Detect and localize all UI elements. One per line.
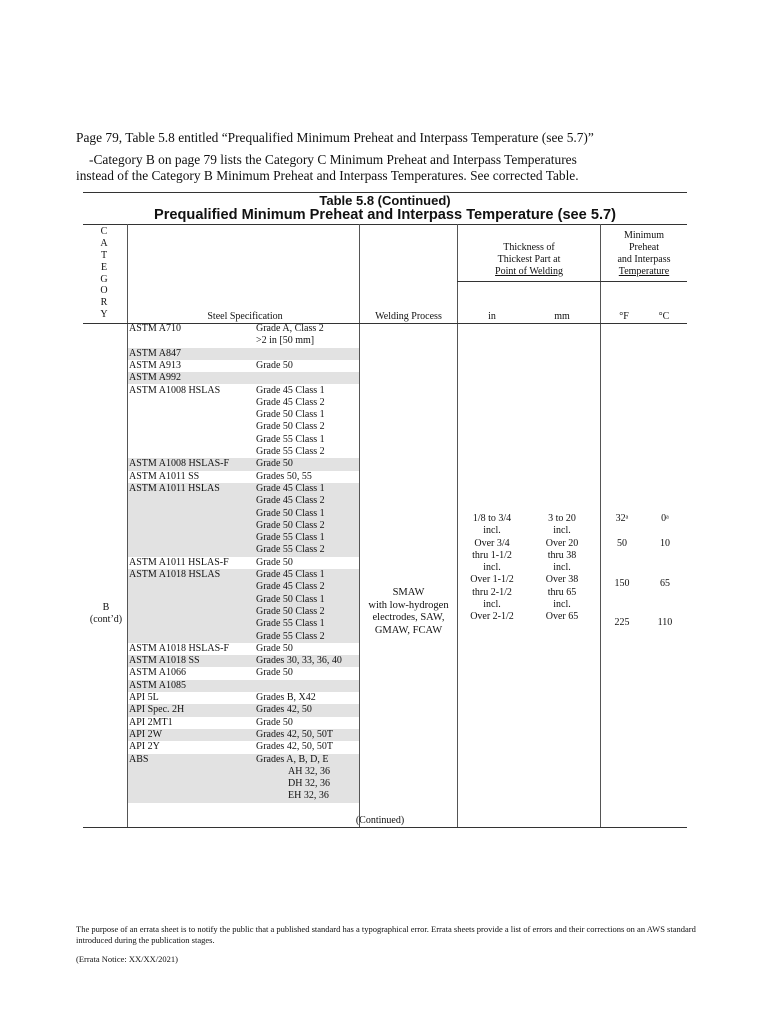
grade-cell: Grades 30, 33, 36, 40 xyxy=(256,655,342,667)
grade-cell: AH 32, 36 xyxy=(288,765,330,777)
grade-cell: Grades 50, 55 xyxy=(256,470,312,482)
grade-cell: EH 32, 36 xyxy=(288,790,329,802)
thickness-in-cell: incl. xyxy=(483,525,501,537)
header-text: Thickest Part at xyxy=(497,254,561,265)
temp-f-cell: 225 xyxy=(614,617,630,628)
steel-spec-cell: ASTM A1011 HSLAS-F xyxy=(129,556,229,568)
grade-cell: Grade 50 xyxy=(256,716,293,728)
steel-spec-cell: API 2W xyxy=(129,728,163,740)
header-subrule xyxy=(457,281,687,282)
temp-c-cell: 110 xyxy=(657,617,673,628)
welding-text: electrodes, SAW, xyxy=(372,612,445,624)
grade-cell: Grade 50 xyxy=(256,667,293,679)
grade-cell: Grade 55 Class 2 xyxy=(256,544,325,556)
steel-spec-cell: ASTM A1011 SS xyxy=(129,470,200,482)
thickness-mm-cell: incl. xyxy=(553,525,571,537)
steel-spec-cell: API 2Y xyxy=(129,741,160,753)
thickness-mm-cell: incl. xyxy=(553,599,571,611)
table-title-rule xyxy=(83,224,687,225)
thickness-mm-cell: thru 65 xyxy=(547,586,577,598)
grade-cell: Grade 55 Class 1 xyxy=(256,532,325,544)
intro-paragraph xyxy=(76,152,696,184)
grade-cell: Grade 45 Class 2 xyxy=(256,495,325,507)
thickness-mm-cell: incl. xyxy=(553,562,571,574)
thickness-mm-cell: 3 to 20 xyxy=(548,513,576,524)
header-text: Temperature xyxy=(618,266,670,277)
steel-spec-cell: ASTM A847 xyxy=(129,347,181,359)
grade-cell: Grade 45 Class 2 xyxy=(256,581,325,593)
category-letter: C xyxy=(100,226,108,237)
header-text: Point of Welding xyxy=(495,266,563,277)
header-text: Minimum xyxy=(623,230,664,241)
grade-cell: Grade 50 xyxy=(256,359,293,371)
footer-note: The purpose of an errata sheet is to notify the public that a published standard has a typographical error. Errata sheets provide a list of errors and their corrections on an AWS standard introduced during the publication stages. xyxy=(76,924,696,945)
intro-line-1 xyxy=(76,130,696,146)
temp-f-cell: 50 xyxy=(617,538,627,549)
thickness-in-cell: incl. xyxy=(483,562,501,574)
steel-spec-cell: ABS xyxy=(129,753,149,765)
grade-cell: Grade 50 xyxy=(256,458,293,470)
thickness-mm-cell: Over 20 xyxy=(545,537,579,549)
header-degF: °F xyxy=(619,311,629,322)
category-letter: O xyxy=(100,285,108,297)
category-header xyxy=(92,226,116,321)
temp-c-cell: 0ᵃ xyxy=(661,513,669,524)
thickness-in-cell: incl. xyxy=(483,599,501,611)
grade-cell: DH 32, 36 xyxy=(288,778,330,790)
welding-text: SMAW xyxy=(392,587,425,598)
intro-text: instead of the Category B Minimum Preheat and Interpass Temperatures. See corrected Table. xyxy=(76,168,579,183)
header-text: and Interpass xyxy=(617,254,671,265)
thickness-mm-column xyxy=(532,513,592,624)
header-text: Preheat xyxy=(629,242,659,253)
col-divider xyxy=(127,224,128,827)
category-letter: R xyxy=(100,297,108,309)
thickness-in-cell: thru 2-1/2 xyxy=(472,586,512,598)
grade-cell: Grade 50 Class 2 xyxy=(256,605,325,617)
errata-notice: (Errata Notice: XX/XX/2021) xyxy=(76,954,178,964)
grade-cell: Grade 50 xyxy=(256,642,293,654)
thickness-in-cell: Over 3/4 xyxy=(474,537,510,549)
steel-spec-cell: ASTM A1011 HSLAS xyxy=(129,482,220,494)
steel-spec-cell: ASTM A1018 SS xyxy=(129,655,200,667)
thickness-mm-cell: Over 65 xyxy=(545,611,579,623)
intro-text: -Category B on page 79 lists the Category C Minimum Preheat and Interpass Temperatures xyxy=(89,152,577,167)
header-text: Thickness of xyxy=(503,242,555,253)
grade-cell: Grade 55 Class 2 xyxy=(256,630,325,642)
intro-text: Page 79, Table 5.8 entitled “Prequalified Minimum Preheat and Interpass Temperature (see 5.7)” xyxy=(76,130,594,145)
grade-cell: Grade 50 xyxy=(256,556,293,568)
steel-spec-cell: ASTM A710 xyxy=(129,323,181,334)
col-divider xyxy=(600,224,601,827)
table-bottom-rule xyxy=(83,827,687,828)
grade-cell: Grade 55 Class 1 xyxy=(256,618,325,630)
temp-c-cell: 65 xyxy=(660,578,670,589)
category-letter: A xyxy=(100,237,108,249)
grade-cell: Grade 45 Class 1 xyxy=(256,569,325,580)
grade-cell: Grades 42, 50, 50T xyxy=(256,741,333,753)
category-letter: B xyxy=(102,602,110,613)
thickness-in-cell: thru 1-1/2 xyxy=(472,549,512,561)
header-mm: mm xyxy=(554,311,570,322)
steel-spec-cell: ASTM A1008 HSLAS xyxy=(129,384,221,396)
grade-cell: Grade 45 Class 1 xyxy=(256,384,325,396)
grade-cell: Grade 55 Class 1 xyxy=(256,433,325,445)
grade-cell: Grade 45 Class 2 xyxy=(256,396,325,408)
col-divider xyxy=(457,224,458,827)
grade-cell: Grade 50 Class 2 xyxy=(256,421,325,433)
category-letter: T xyxy=(100,249,108,261)
welding-text: with low-hydrogen xyxy=(368,599,449,611)
steel-spec-cell: ASTM A1018 HSLAS xyxy=(129,569,221,580)
thickness-in-cell: Over 1-1/2 xyxy=(470,574,514,586)
thickness-mm-cell: Over 38 xyxy=(545,574,579,586)
header-welding-process: Welding Process xyxy=(375,311,442,322)
grade-cell: Grade 55 Class 2 xyxy=(256,446,325,457)
steel-spec-cell: ASTM A1066 xyxy=(129,667,186,679)
grade-cell: Grade 50 Class 2 xyxy=(256,519,325,531)
steel-spec-cell: ASTM A1018 HSLAS-F xyxy=(129,642,230,654)
thickness-in-cell: 1/8 to 3/4 xyxy=(472,513,512,524)
grade-cell: Grade 45 Class 1 xyxy=(256,482,325,494)
header-in: in xyxy=(488,311,496,322)
thickness-mm-cell: thru 38 xyxy=(547,549,577,561)
grade-cell: Grade 50 Class 1 xyxy=(256,593,325,605)
category-letter: E xyxy=(100,261,108,273)
grade-cell: Grades B, X42 xyxy=(256,692,316,703)
header-min-temp xyxy=(602,230,686,278)
steel-spec-cell: ASTM A1085 xyxy=(129,679,186,691)
header-steel-spec: Steel Specification xyxy=(207,311,283,322)
grade-cell: Grades 42, 50 xyxy=(256,704,312,716)
grade-cell: >2 in [50 mm] xyxy=(256,335,315,347)
steel-spec-cell: ASTM A913 xyxy=(129,359,181,371)
table-title: Table 5.8 (Continued) xyxy=(319,193,451,208)
header-thickness xyxy=(460,242,598,278)
steel-spec-cell: API 5L xyxy=(129,692,159,703)
grade-cell: Grades A, B, D, E xyxy=(256,753,329,765)
grade-cell: Grade 50 Class 1 xyxy=(256,409,325,421)
header-degC: °C xyxy=(658,311,670,322)
category-letter: Y xyxy=(100,309,108,321)
grade-cell: Grades 42, 50, 50T xyxy=(256,728,333,740)
category-label xyxy=(84,602,128,626)
thickness-in-cell: Over 2-1/2 xyxy=(470,611,514,623)
temp-f-cell: 150 xyxy=(614,578,630,589)
temp-c-cell: 10 xyxy=(660,538,670,549)
steel-spec-cell: ASTM A1008 HSLAS-F xyxy=(129,458,230,470)
welding-text: GMAW, FCAW xyxy=(374,624,443,636)
continued-label: (Continued) xyxy=(355,815,405,826)
temp-f-cell: 32ᵃ xyxy=(615,513,629,524)
category-letter: G xyxy=(100,273,108,285)
steel-spec-cell: API 2MT1 xyxy=(129,716,173,728)
steel-spec-cell: ASTM A992 xyxy=(129,372,181,384)
steel-spec-cell: API Spec. 2H xyxy=(129,704,185,716)
grade-cell: Grade A, Class 2 xyxy=(256,323,324,334)
thickness-in-column xyxy=(462,513,522,624)
category-cont: (cont’d) xyxy=(89,614,123,625)
grade-cell: Grade 50 Class 1 xyxy=(256,507,325,519)
table-subtitle: Prequalified Minimum Preheat and Interpass Temperature (see 5.7) xyxy=(153,207,616,223)
welding-process xyxy=(360,587,457,637)
